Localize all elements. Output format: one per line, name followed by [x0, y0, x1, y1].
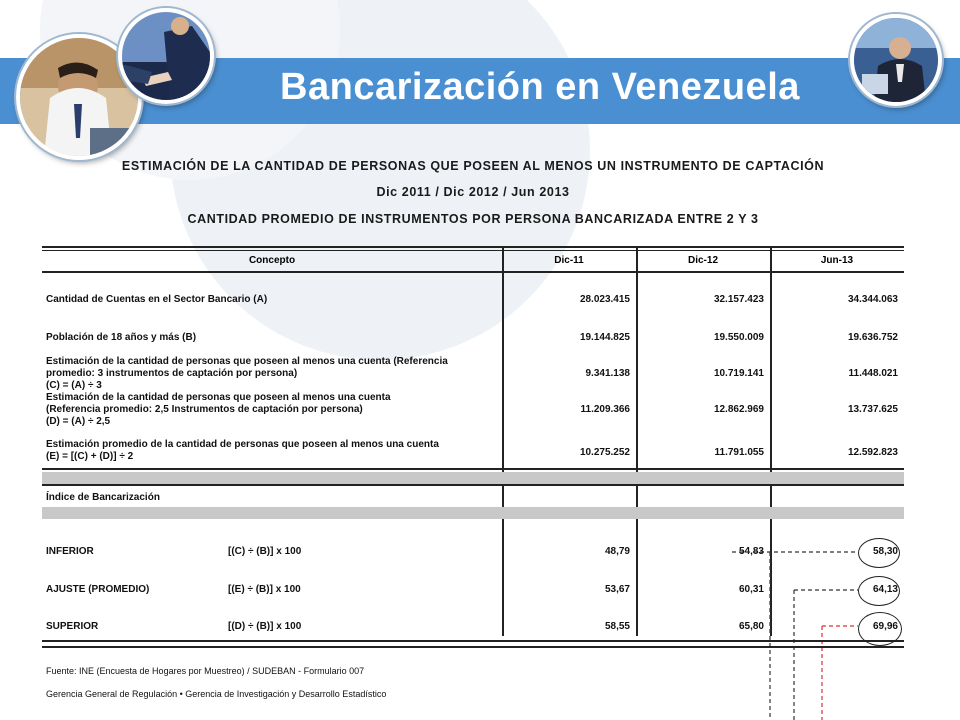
row-value: 11.448.021	[848, 368, 898, 379]
row-concept: Estimación promedio de la cantidad de personas que poseen al menos una cuenta	[46, 439, 439, 450]
presenter-photo	[850, 14, 942, 106]
row-value: 19.144.825	[579, 332, 630, 343]
row-value: 12.862.969	[713, 404, 764, 415]
index-value: 54,83	[738, 546, 764, 557]
row-concept: Estimación de la cantidad de personas que poseen al menos una cuenta (Referencia	[46, 356, 448, 367]
row-concept: Cantidad de Cuentas en el Sector Bancario (A)	[46, 294, 268, 305]
column-header-dic-12: Dic-12	[687, 255, 718, 266]
row-value: 10.719.141	[713, 368, 764, 379]
dashed-connectors	[42, 246, 904, 720]
index-formula: [(C) ÷ (B)] x 100	[228, 546, 302, 557]
row-value: 32.157.423	[713, 294, 764, 305]
row-value: 12.592.823	[847, 447, 898, 458]
index-value: 60,31	[738, 584, 764, 595]
document-heading: ESTIMACIÓN DE LA CANTIDAD DE PERSONAS QUE POSEEN AL MENOS UN INSTRUMENTO DE CAPTACIÓN	[121, 159, 825, 173]
row-concept: Población de 18 años y más (B)	[46, 332, 197, 343]
row-value: 28.023.415	[579, 294, 630, 305]
index-value-circled: 64,13	[872, 584, 898, 595]
index-label: SUPERIOR	[46, 621, 99, 632]
row-concept: (D) = (A) ÷ 2,5	[46, 416, 111, 427]
column-header-concept: Concepto	[248, 255, 296, 266]
table-border	[42, 640, 904, 642]
column-header-dic-11: Dic-11	[554, 255, 584, 266]
index-value-circled: 69,96	[872, 621, 898, 632]
index-value: 53,67	[604, 584, 630, 595]
row-concept: (E) = [(C) + (D)] ÷ 2	[46, 451, 134, 462]
row-concept: promedio: 3 instrumentos de captación por persona)	[46, 368, 298, 379]
row-value: 9.341.138	[585, 368, 630, 379]
department-note: Gerencia General de Regulación • Gerencia de Investigación y Desarrollo Estadístico	[46, 689, 387, 699]
row-value: 10.275.252	[579, 447, 630, 458]
index-value: 65,80	[738, 621, 764, 632]
index-value-circled: 58,30	[872, 546, 898, 557]
dashed-connector	[794, 590, 858, 720]
document-period: Dic 2011 / Dic 2012 / Jun 2013	[376, 185, 570, 199]
index-formula: [(D) ÷ (B)] x 100	[228, 621, 302, 632]
source-note: Fuente: INE (Encuesta de Hogares por Muestreo) / SUDEBAN - Formulario 007	[46, 666, 365, 676]
index-title: Índice de Bancarización	[46, 492, 160, 503]
handshake-photo	[118, 8, 214, 104]
row-value: 13.737.625	[847, 404, 898, 415]
row-value: 34.344.063	[847, 294, 898, 305]
column-header-jun-13: Jun-13	[820, 255, 854, 266]
document-subheading: CANTIDAD PROMEDIO DE INSTRUMENTOS POR PERSONA BANCARIZADA ENTRE 2 Y 3	[187, 212, 759, 226]
row-concept: (Referencia promedio: 2,5 Instrumentos de captación por persona)	[46, 404, 363, 415]
index-label: INFERIOR	[46, 546, 94, 557]
slide-title: Bancarización en Venezuela	[280, 66, 800, 108]
index-label: AJUSTE (PROMEDIO)	[46, 584, 150, 595]
index-value: 58,55	[604, 621, 630, 632]
row-value: 11.209.366	[580, 404, 630, 415]
row-value: 19.550.009	[713, 332, 764, 343]
row-value: 19.636.752	[847, 332, 898, 343]
estimation-document	[42, 150, 904, 720]
row-value: 11.791.055	[714, 447, 764, 458]
index-value: 48,79	[604, 546, 630, 557]
index-formula: [(E) ÷ (B)] x 100	[228, 584, 301, 595]
row-concept: (C) = (A) ÷ 3	[46, 380, 102, 391]
row-concept: Estimación de la cantidad de personas que poseen al menos una cuenta	[46, 392, 391, 403]
table-border	[42, 646, 904, 648]
